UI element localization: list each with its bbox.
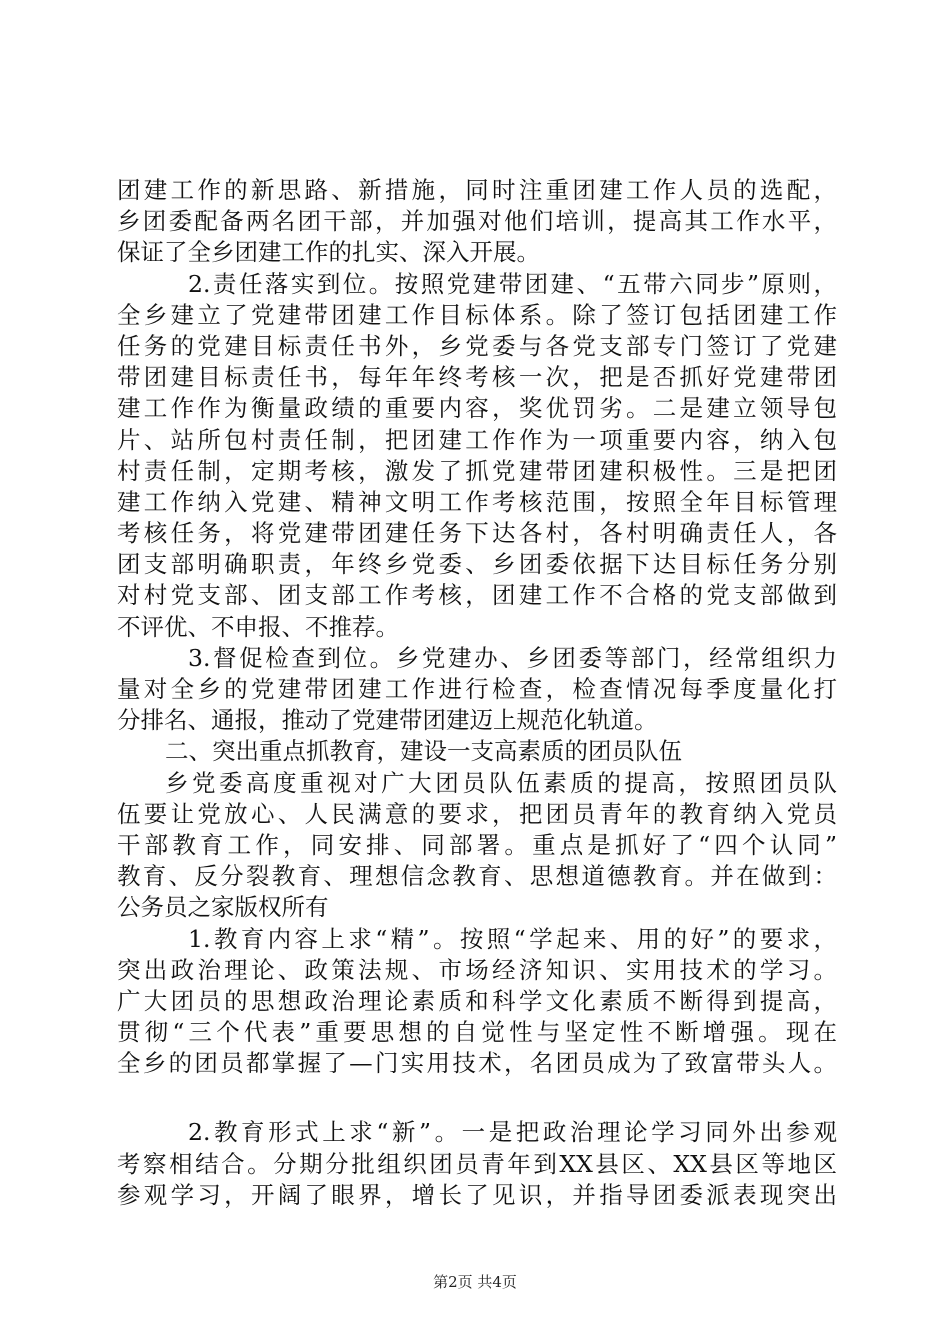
body-line: 对村党支部、团支部工作考核，团建工作不合格的党支部做到 <box>117 581 837 610</box>
body-line: 乡党委高度重视对广大团员队伍素质的提高，按照团员队 <box>165 768 837 797</box>
body-line: 考察相结合。分期分批组织团员青年到XX县区、XX县区等地区 <box>117 1149 837 1178</box>
section-heading: 二、突出重点抓教育，建设一支高素质的团员队伍 <box>165 737 682 766</box>
body-line: 片、站所包村责任制，把团建工作作为一项重要内容，纳入包 <box>117 425 837 454</box>
body-line: 2.责任落实到位。按照党建带团建、“五带六同步”原则， <box>188 269 837 298</box>
body-line: 干部教育工作，同安排、同部署。重点是抓好了“四个认同” <box>117 830 837 859</box>
body-line: 考核任务，将党建带团建任务下达各村，各村明确责任人，各 <box>117 519 837 548</box>
body-line: 伍要让党放心、人民满意的要求，把团员青年的教育纳入党员 <box>117 799 837 828</box>
body-line: 全乡的团员都掌握了—门实用技术，名团员成为了致富带头人。 <box>117 1049 837 1078</box>
body-line: 不评优、不申报、不推荐。 <box>117 612 399 641</box>
body-line: 任务的党建目标责任书外，乡党委与各党支部专门签订了党建 <box>117 331 837 360</box>
body-line: 突出政治理论、政策法规、市场经济知识、实用技术的学习。 <box>117 955 837 984</box>
body-line: 1.教育内容上求“精”。按照“学起来、用的好”的要求， <box>188 924 837 953</box>
body-line: 建工作作为衡量政绩的重要内容，奖优罚劣。二是建立领导包 <box>117 394 837 423</box>
body-line: 分排名、通报，推动了党建带团建迈上规范化轨道。 <box>117 706 658 735</box>
paragraph-gap <box>117 1079 837 1117</box>
body-line: 2.教育形式上求“新”。一是把政治理论学习同外出参观 <box>188 1118 837 1147</box>
body-line: 村责任制，定期考核，激发了抓党建带团建积极性。三是把团 <box>117 456 837 485</box>
body-line: 团建工作的新思路、新措施，同时注重团建工作人员的选配， <box>117 176 837 204</box>
body-line: 全乡建立了党建带团建工作目标体系。除了签订包括团建工作 <box>117 300 837 329</box>
body-line: 公务员之家版权所有 <box>117 893 329 922</box>
body-line: 带团建目标责任书，每年年终考核一次，把是否抓好党建带团 <box>117 363 837 392</box>
body-line: 广大团员的思想政治理论素质和科学文化素质不断得到提高， <box>117 986 837 1015</box>
body-line: 保证了全乡团建工作的扎实、深入开展。 <box>117 238 540 267</box>
body-line: 乡团委配备两名团干部，并加强对他们培训，提高其工作水平， <box>117 207 837 236</box>
body-line: 3.督促检查到位。乡党建办、乡团委等部门，经常组织力 <box>188 643 837 672</box>
document-body <box>117 175 837 1211</box>
page-number-footer: 第2页 共4页 <box>433 1273 517 1291</box>
body-line: 贯彻“三个代表”重要思想的自觉性与坚定性不断增强。现在 <box>117 1018 837 1047</box>
body-line: 量对全乡的党建带团建工作进行检查，检查情况每季度量化打 <box>117 675 837 703</box>
body-line: 教育、反分裂教育、理想信念教育、思想道德教育。并在做到： <box>117 862 837 891</box>
body-line: 建工作纳入党建、精神文明工作考核范围，按照全年目标管理 <box>117 487 837 516</box>
body-line: 参观学习，开阔了眼界，增长了见识，并指导团委派表现突出 <box>117 1180 837 1209</box>
body-line: 团支部明确职责，年终乡党委、乡团委依据下达目标任务分别 <box>117 550 837 579</box>
